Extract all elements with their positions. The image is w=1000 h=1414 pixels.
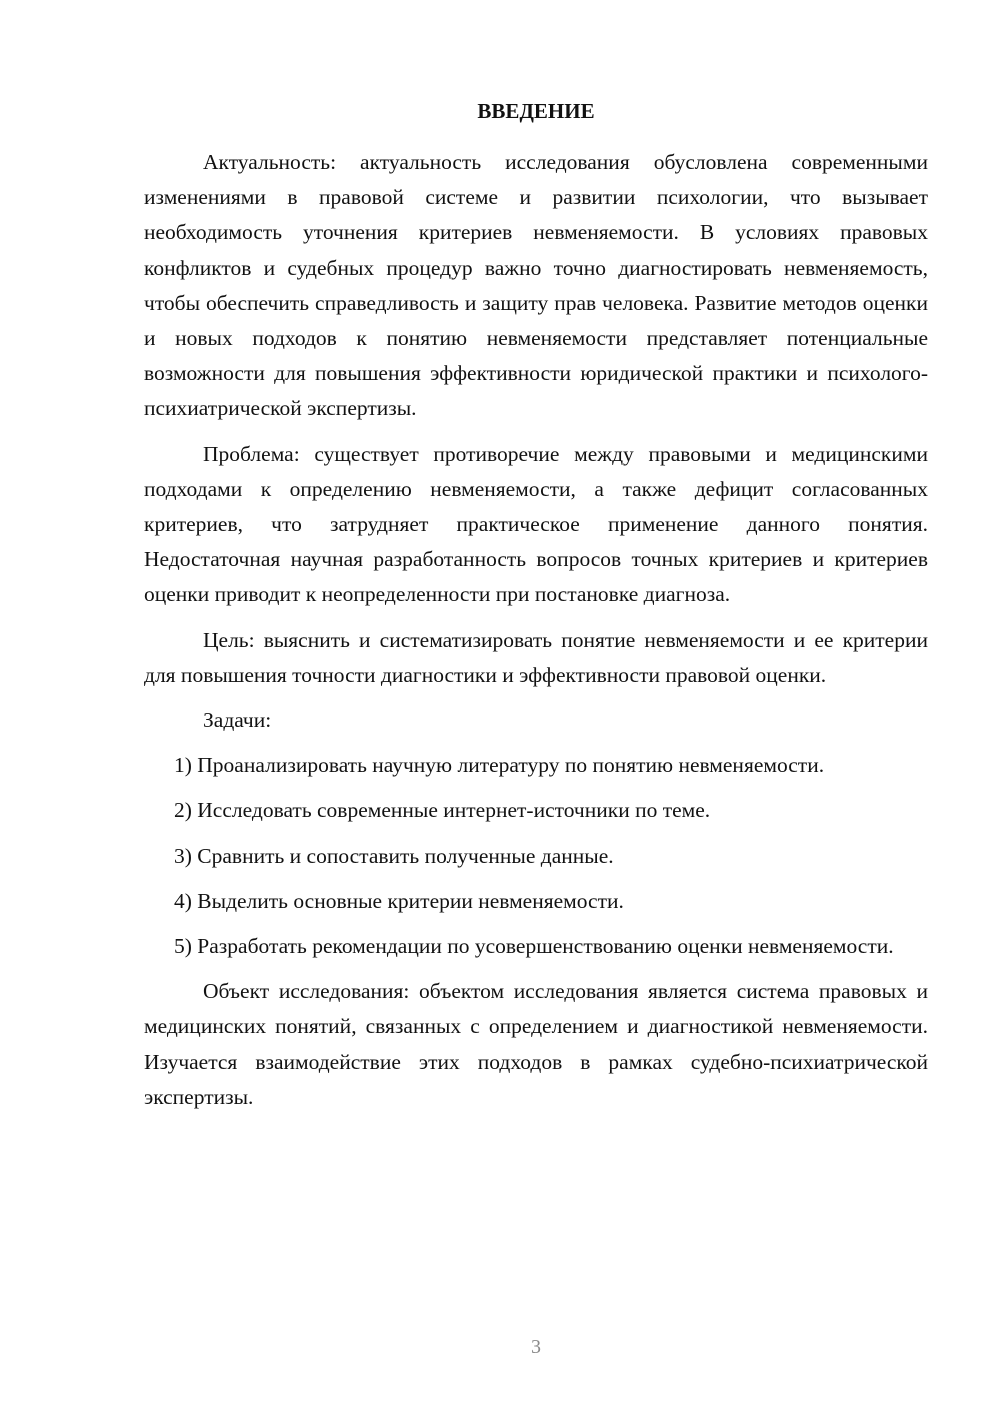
paragraph-problem: Проблема: существует противоречие между правовыми и медицинскими подходами к определению невменяемости, а также дефицит согласованных критериев, что затрудняет практическое применение данного понятия. Недостаточная научная разработанность вопросов точных критериев и критериев оценки приводит к неопределенности при постановке диагноза. [144, 441, 928, 607]
list-item: 5) Разработать рекомендации по усовершенствованию оценки невменяемости. [174, 934, 894, 959]
list-item: 4) Выделить основные критерии невменяемости. [174, 888, 624, 913]
paragraph-relevance: Актуальность: актуальность исследования обусловлена современными изменениями в правовой системе и развитии психологии, что вызывает необходимость уточнения критериев невменяемости. В условиях правовых конфликтов и судебных процедур важно точно диагностировать невменяемость, чтобы обеспечить справедливость и защиту прав человека. Развитие методов оценки и новых подходов к понятию невменяемости представляет потенциальные возможности для повышения эффективности юридической практики и психолого-психиатрической экспертизы. [144, 150, 928, 421]
paragraph-goal: Цель: выяснить и систематизировать понятие невменяемости и ее критерии для повышения точности диагностики и эффективности правовой оценки. [144, 627, 928, 687]
tasks-heading: Задачи: [203, 708, 272, 733]
list-item: 2) Исследовать современные интернет-источники по теме. [174, 798, 711, 823]
paragraph-object: Объект исследования: объектом исследования является система правовых и медицинских понятий, связанных с определением и диагностикой невменяемости. Изучается взаимодействие этих подходов в рамках судебно-психиатрической экспертизы. [144, 979, 928, 1109]
tasks-list [144, 748, 928, 964]
list-item: 1) Проанализировать научную литературу по понятию невменяемости. [174, 753, 825, 778]
document-page [144, 96, 928, 1125]
section-title: ВВЕДЕНИЕ [477, 99, 595, 123]
list-item: 3) Сравнить и сопоставить полученные данные. [174, 843, 614, 868]
page-number: 3 [531, 1336, 541, 1358]
